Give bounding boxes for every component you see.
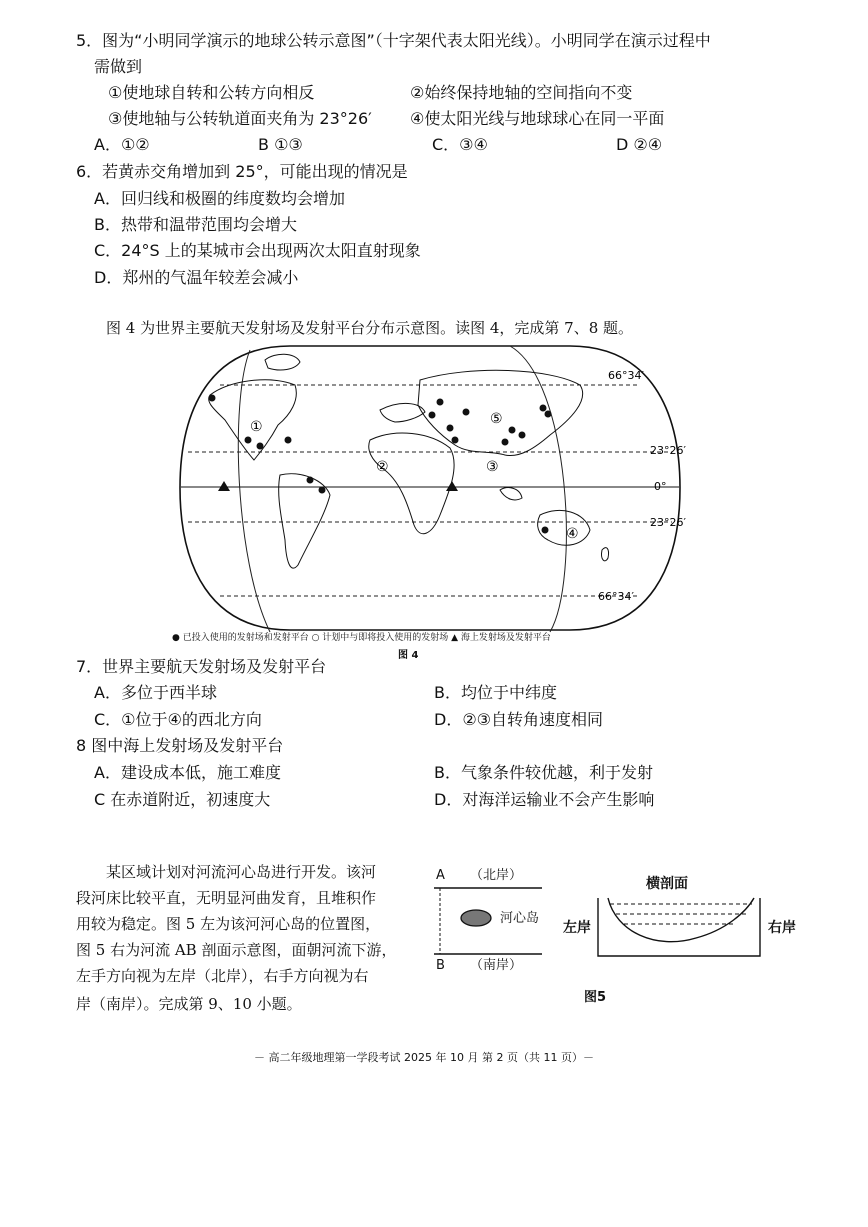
q5-choice-b: B ①③: [258, 135, 303, 154]
q6-choice-a: A．回归线和极圈的纬度数均会增加: [94, 189, 345, 208]
site-dot: [502, 439, 509, 446]
site-dot: [209, 395, 216, 402]
q5-choice-d: D ②④: [616, 135, 663, 154]
label-a: A: [436, 868, 445, 883]
marker-5: ⑤: [490, 411, 503, 427]
q7-choice-c: C．①位于④的西北方向: [94, 710, 262, 729]
q5-stem: 5．图为“小明同学演示的地球公转示意图”（十字架代表太阳光线）。小明同学在演示过程中: [76, 31, 711, 50]
sea-launch-triangle: [218, 481, 230, 491]
new-zealand: [602, 548, 609, 561]
marker-3: ③: [486, 459, 499, 475]
q6-choice-c: C．24°S 上的某城市会出现两次太阳直射现象: [94, 241, 421, 260]
figure4-intro: 图 4 为世界主要航天发射场及发射平台分布示意图。读图 4，完成第 7、8 题。: [106, 319, 634, 337]
q5-option-3: ③使地轴与公转轨道面夹角为 23°26′: [108, 109, 372, 128]
q7-choice-b: B．均位于中纬度: [434, 683, 557, 702]
q5-choice-a: A．①②: [94, 135, 150, 154]
label-right-bank: 右岸: [768, 920, 796, 936]
page-footer: － 高二年级地理第一学段考试 2025 年 10 月 第 2 页（共 11 页）－: [254, 1051, 594, 1064]
meridian-west: [238, 350, 270, 632]
label-north-bank: （北岸）: [470, 868, 523, 883]
q8-stem: 8 图中海上发射场及发射平台: [76, 736, 284, 755]
greenland: [265, 354, 300, 370]
site-dot: [429, 412, 436, 419]
site-dot: [307, 477, 314, 484]
marker-2: ②: [376, 459, 389, 475]
continents: [209, 354, 609, 568]
label-b: B: [436, 958, 445, 973]
site-dot: [245, 437, 252, 444]
para-line-1: 某区域计划对河流河心岛进行开发。该河: [106, 863, 377, 881]
para-line-2: 段河床比较平直，无明显河曲发育，且堆积作: [76, 889, 377, 907]
world-launch-site-map: [150, 340, 710, 640]
q7-choice-d: D．②③自转角速度相同: [434, 710, 604, 729]
label-66-34-s: 66°34′: [598, 590, 634, 603]
para-line-3: 用较为稳定。图 5 左为该河河心岛的位置图，: [76, 915, 381, 933]
site-dot: [463, 409, 470, 416]
para-line-6: 岸（南岸）。完成第 9、10 小题。: [76, 995, 302, 1013]
map-outline: [180, 346, 680, 630]
q8-choice-d: D．对海洋运输业不会产生影响: [434, 790, 655, 809]
para-line-4: 图 5 右为河流 AB 剖面示意图，面朝河流下游，: [76, 941, 397, 959]
site-dot: [519, 432, 526, 439]
label-23-26-s: 23°26′: [650, 516, 686, 529]
q5-option-2: ②始终保持地轴的空间指向不变: [410, 83, 633, 102]
site-dot: [437, 399, 444, 406]
label-23-26-n: 23°26′: [650, 444, 686, 457]
q7-stem: 7．世界主要航天发射场及发射平台: [76, 657, 327, 676]
q8-choice-b: B．气象条件较优越，利于发射: [434, 763, 653, 782]
map-legend: ● 已投入使用的发射场和发射平台 ○ 计划中与即将投入使用的发射场 ▲ 海上发射场及发射平台: [172, 633, 551, 643]
site-dot: [545, 411, 552, 418]
indonesia: [500, 488, 522, 500]
label-cross-section: 横剖面: [646, 876, 688, 892]
site-dot: [452, 437, 459, 444]
q5-stem-cont: 需做到: [94, 57, 143, 76]
africa: [369, 433, 454, 534]
figure4-caption: 图 4: [398, 650, 419, 661]
figure5-caption: 图5: [584, 990, 607, 1005]
river-island-shape: [461, 910, 491, 926]
riverbed-profile: [608, 898, 754, 942]
label-equator: 0°: [654, 480, 667, 493]
site-dot: [257, 443, 264, 450]
marker-4: ④: [566, 526, 579, 542]
q7-choice-a: A．多位于西半球: [94, 683, 217, 702]
label-66-34-n: 66°34′: [608, 369, 644, 382]
q5-option-4: ④使太阳光线与地球球心在同一平面: [410, 109, 665, 128]
river-cross-section: [596, 892, 762, 962]
label-island: 河心岛: [500, 911, 540, 926]
q8-choice-a: A．建设成本低，施工难度: [94, 763, 281, 782]
site-dot: [447, 425, 454, 432]
meridian-east: [510, 346, 566, 632]
q5-choice-c: C．③④: [432, 135, 488, 154]
label-left-bank: 左岸: [563, 920, 591, 936]
site-dot: [319, 487, 326, 494]
q5-option-1: ①使地球自转和公转方向相反: [108, 83, 315, 102]
site-dot: [540, 405, 547, 412]
marker-1: ①: [250, 419, 263, 435]
para-line-5: 左手方向视为左岸（北岸），右手方向视为右: [76, 967, 369, 985]
sea-launch-triangle: [446, 481, 458, 491]
q8-choice-c: C 在赤道附近，初速度大: [94, 790, 271, 809]
site-dot: [285, 437, 292, 444]
site-dot: [509, 427, 516, 434]
q6-stem: 6．若黄赤交角增加到 25°，可能出现的情况是: [76, 162, 408, 181]
site-dot: [542, 527, 549, 534]
q6-choice-d: D．郑州的气温年较差会减小: [94, 268, 299, 287]
label-south-bank: （南岸）: [470, 958, 523, 973]
q6-choice-b: B．热带和温带范围均会增大: [94, 215, 297, 234]
section-frame: [598, 898, 760, 956]
